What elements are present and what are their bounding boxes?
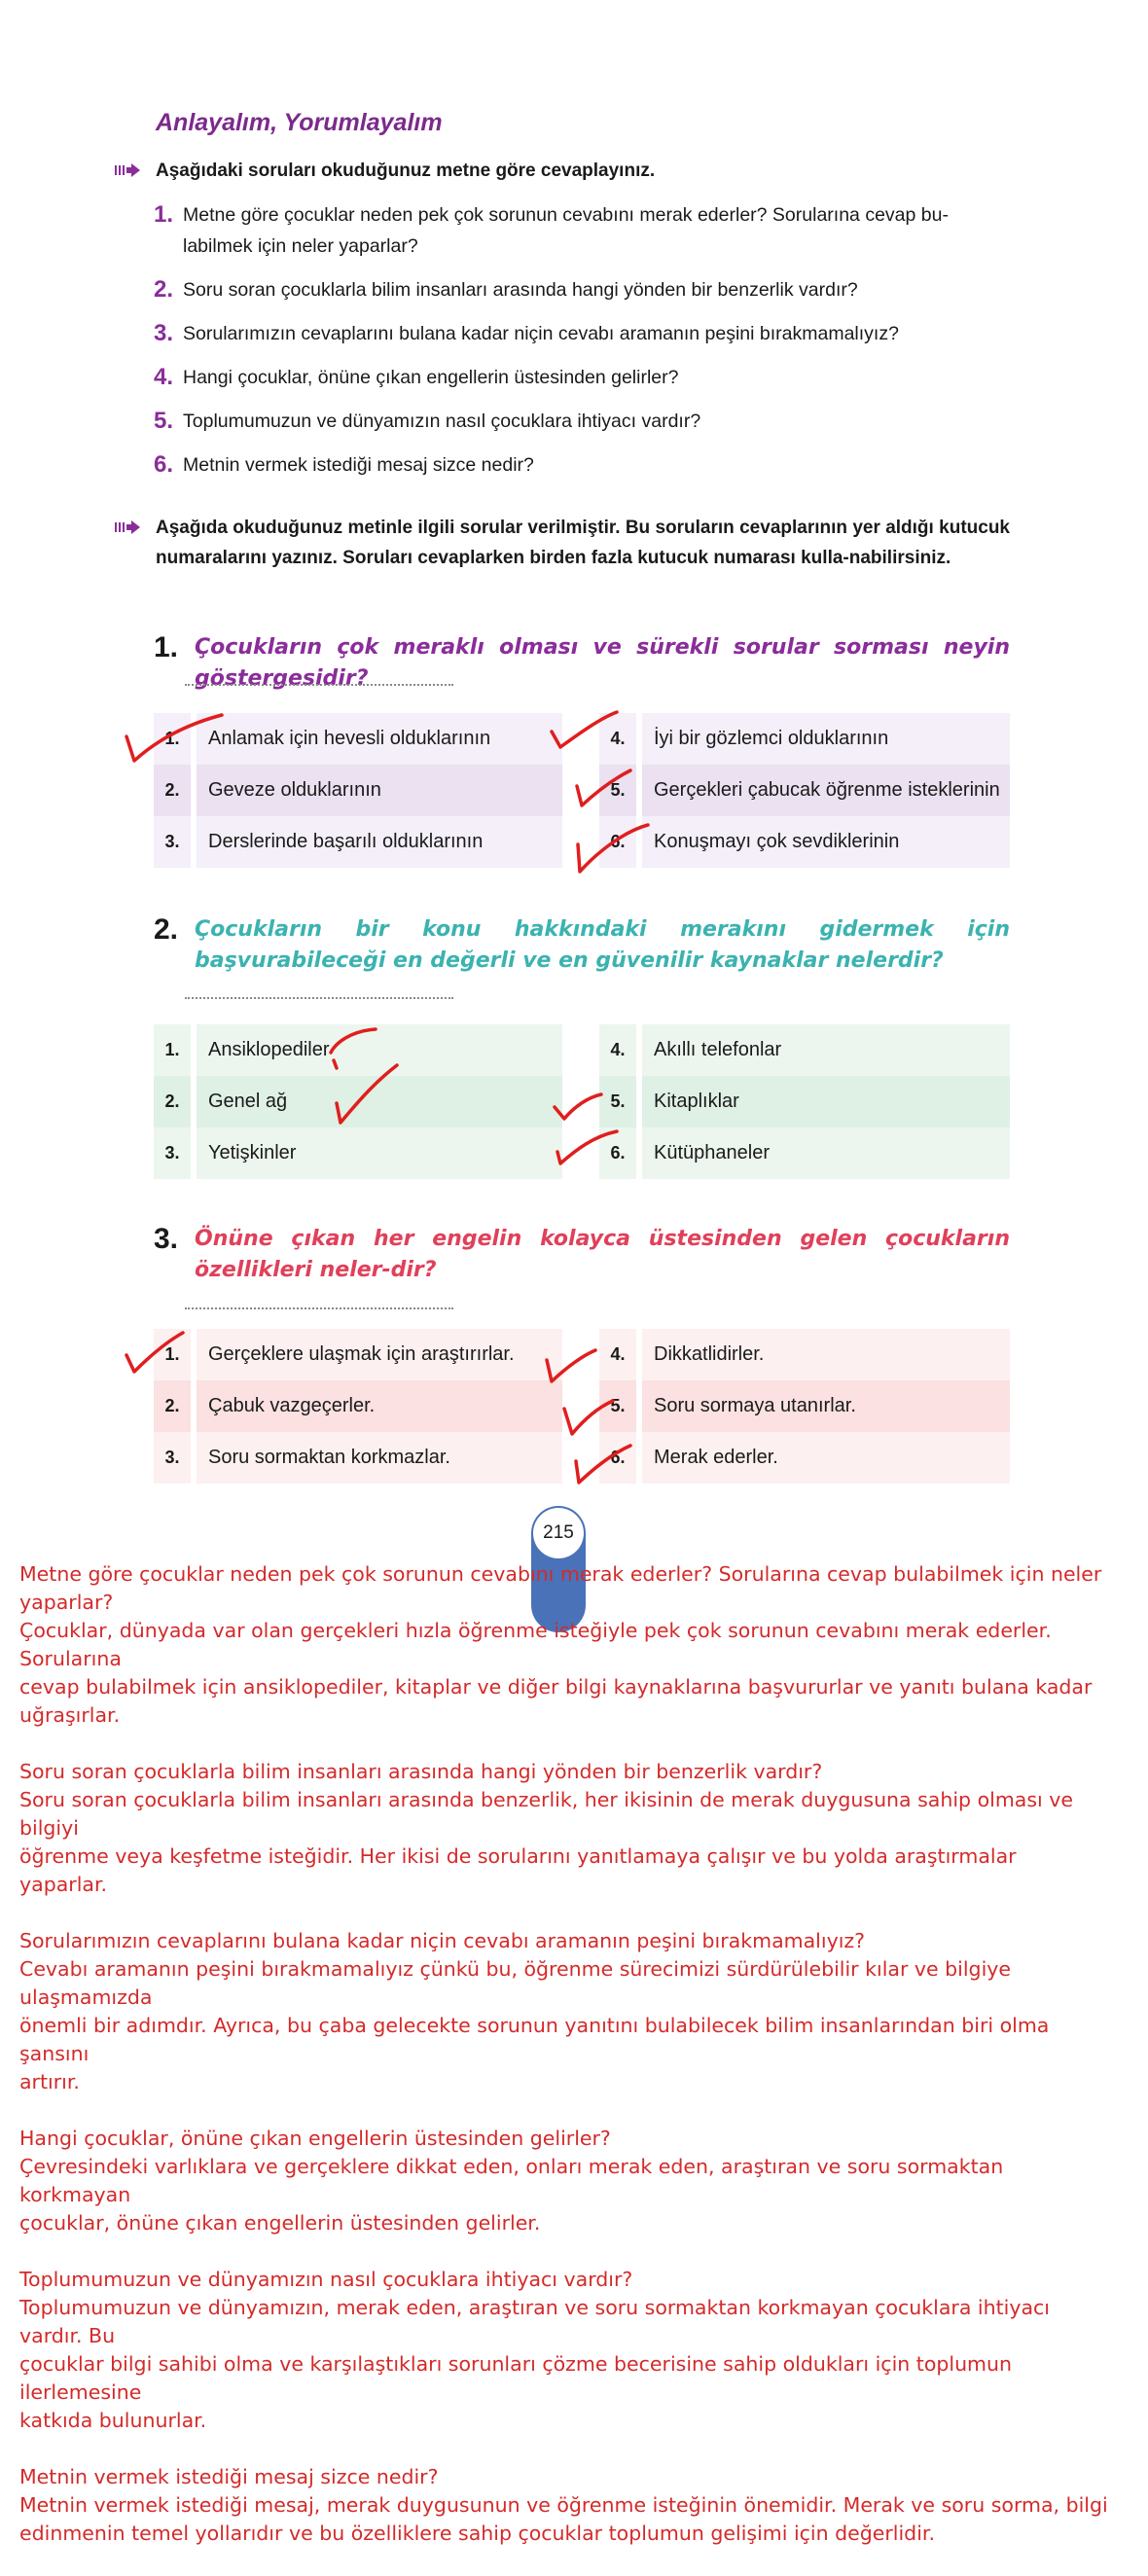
box-question-2 — [154, 914, 1010, 977]
answer-paragraph — [19, 1927, 1109, 2096]
answer-dotted-line — [185, 997, 453, 999]
box-question-number: 1. — [154, 631, 179, 663]
option-number: 6. — [599, 1127, 636, 1179]
option-number: 1. — [154, 1024, 191, 1076]
option-text: Kitaplıklar — [642, 1076, 1010, 1127]
question-number: 2. — [154, 276, 174, 303]
box-question-text: Çocukların bir konu hakkındaki merakını gidermek için başvurabileceği en değerli ve en güvenilir kaynaklar nelerdir? — [195, 917, 1010, 973]
option-number: 2. — [154, 1076, 191, 1127]
answer-line: uğraşırlar. — [19, 1703, 121, 1727]
answer-line: Hangi çocuklar, önüne çıkan engellerin üstesinden gelirler? — [19, 2127, 611, 2150]
option-text: Kütüphaneler — [642, 1127, 1010, 1179]
options-grid-1 — [154, 713, 1010, 868]
option-number: 6. — [599, 816, 636, 868]
option-box — [154, 713, 562, 765]
option-text: Akıllı telefonlar — [642, 1024, 1010, 1076]
option-text: Derslerinde başarılı olduklarının — [197, 816, 562, 868]
option-box — [154, 1329, 562, 1380]
option-number: 2. — [154, 765, 191, 816]
option-number: 4. — [599, 713, 636, 765]
answer-line: artırır. — [19, 2070, 80, 2093]
option-text: Soru sormaya utanırlar. — [642, 1380, 1010, 1432]
option-text: Yetişkinler — [197, 1127, 562, 1179]
option-box — [599, 1380, 1010, 1432]
arrow-icon — [115, 520, 140, 534]
answer-line: Sorularımızın cevaplarını bulana kadar niçin cevabı aramanın peşini bırakmamalıyız? — [19, 1929, 866, 1952]
option-box — [599, 713, 1010, 765]
question-number: 5. — [154, 408, 174, 434]
question-number: 4. — [154, 364, 174, 390]
options-grid-2 — [154, 1024, 1010, 1179]
option-box — [154, 1076, 562, 1127]
option-text: İyi bir gözlemci olduklarının — [642, 713, 1010, 765]
question-text: Toplumumuzun ve dünyamızın nasıl çocuklara ihtiyacı vardır? — [183, 411, 701, 432]
option-number: 3. — [154, 1432, 191, 1484]
box-question-text: Çocukların çok meraklı olması ve sürekli sorular sorması neyin göstergesidir? — [195, 635, 1010, 691]
option-box — [599, 765, 1010, 816]
answer-line: Toplumumuzun ve dünyamızın nasıl çocuklara ihtiyacı vardır? — [19, 2268, 633, 2291]
option-number: 5. — [599, 1076, 636, 1127]
options-grid-3 — [154, 1329, 1010, 1484]
answer-line: önemli bir adımdır. Ayrıca, bu çaba gelecekte sorunun yanıtını bulabilecek bilim insanlarından biri olma şansını — [19, 2014, 1050, 2065]
answer-line: Metne göre çocuklar neden pek çok sorunun cevabını merak ederler? Sorularına cevap bulabilmek için neler — [19, 1562, 1102, 1586]
answer-line: Metnin vermek istediği mesaj sizce nedir? — [19, 2465, 439, 2488]
option-box — [599, 816, 1010, 868]
answer-line: cevap bulabilmek için ansiklopediler, kitaplar ve diğer bilgi kaynaklarına başvururlar ve yanıtı bulana kadar — [19, 1675, 1093, 1699]
instruction-1-text: Aşağıdaki soruları okuduğunuz metne göre cevaplayınız. — [156, 161, 656, 181]
answer-line: Soru soran çocuklarla bilim insanları arasında hangi yönden bir benzerlik vardır? — [19, 1760, 823, 1783]
answer-line: çocuklar bilgi sahibi olma ve karşılaştıkları sorunları çözme becerisine sahip oldukları için toplumun ilerlemesine — [19, 2352, 1013, 2404]
option-box — [599, 1127, 1010, 1179]
option-box — [154, 1380, 562, 1432]
answer-paragraph — [19, 2125, 1109, 2237]
answer-dotted-line — [185, 684, 453, 686]
question-number: 6. — [154, 451, 174, 478]
option-box — [599, 1329, 1010, 1380]
answer-text-block — [19, 1560, 1109, 2576]
question-text: Sorularımızın cevaplarını bulana kadar niçin cevabı aramanın peşini bırakmamalıyız? — [183, 323, 899, 344]
option-box — [154, 1024, 562, 1076]
option-number: 4. — [599, 1329, 636, 1380]
answer-line: edinmenin temel yollarıdır ve bu özelliklere sahip çocuklar toplumun gelişimi için değerlidir. — [19, 2522, 935, 2545]
option-text: Geveze olduklarının — [197, 765, 562, 816]
box-question-number: 3. — [154, 1223, 179, 1255]
option-number: 1. — [154, 1329, 191, 1380]
option-box — [154, 1127, 562, 1179]
option-text: Genel ağ — [197, 1076, 562, 1127]
option-text: Çabuk vazgeçerler. — [197, 1380, 562, 1432]
option-text: Anlamak için hevesli olduklarının — [197, 713, 562, 765]
option-box — [154, 765, 562, 816]
question-number: 3. — [154, 320, 174, 346]
option-box — [599, 1432, 1010, 1484]
arrow-icon — [115, 163, 140, 177]
option-number: 3. — [154, 1127, 191, 1179]
answer-paragraph — [19, 2463, 1109, 2548]
option-number: 6. — [599, 1432, 636, 1484]
option-number: 5. — [599, 1380, 636, 1432]
answer-line: yaparlar? — [19, 1591, 114, 1614]
question-text: Hangi çocuklar, önüne çıkan engellerin üstesinden gelirler? — [183, 367, 679, 388]
option-box — [154, 1432, 562, 1484]
answer-line: katkıda bulunurlar. — [19, 2409, 207, 2432]
answer-line: Cevabı aramanın peşini bırakmamalıyız çünkü bu, öğrenme sürecimizi sürdürülebilir kılar ve bilgiye ulaşmamızda — [19, 1957, 1012, 2009]
question-text: Metnin vermek istediği mesaj sizce nedir? — [183, 454, 534, 476]
option-box — [599, 1076, 1010, 1127]
option-box — [599, 1024, 1010, 1076]
section-title: Anlayalım, Yorumlayalım — [156, 109, 443, 136]
instruction-2-text: Aşağıda okuduğunuz metinle ilgili sorular verilmiştir. Bu soruların cevaplarının yer aldığı kutucuk numaralarını yazınız. Soruları cevaplarken birden fazla kutucuk numarası kulla-nabilirsiniz. — [156, 518, 1010, 568]
answer-line: çocuklar, önüne çıkan engellerin üstesinden gelirler. — [19, 2211, 541, 2235]
box-question-number: 2. — [154, 913, 179, 946]
option-number: 4. — [599, 1024, 636, 1076]
option-number: 3. — [154, 816, 191, 868]
option-text: Soru sormaktan korkmazlar. — [197, 1432, 562, 1484]
option-text: Konuşmayı çok sevdiklerinin — [642, 816, 1010, 868]
option-text: Dikkatlidirler. — [642, 1329, 1010, 1380]
page-number: 215 — [533, 1508, 584, 1558]
answer-paragraph — [19, 2266, 1109, 2435]
option-number: 2. — [154, 1380, 191, 1432]
answer-line: Metnin vermek istediği mesaj, merak duygusunun ve öğrenme isteğinin önemidir. Merak ve soru sorma, bilgi — [19, 2493, 1108, 2517]
answer-line: Soru soran çocuklarla bilim insanları arasında benzerlik, her ikisinin de merak duygusuna sahip olması ve bilgiyi — [19, 1788, 1073, 1840]
answer-paragraph — [19, 1758, 1109, 1899]
box-question-text: Önüne çıkan her engelin kolayca üstesinden gelen çocukların özellikleri neler-dir? — [195, 1227, 1010, 1282]
answer-line: Çocuklar, dünyada var olan gerçekleri hızla öğrenme isteğiyle pek çok sorunun cevabını merak ederler. Sorularına — [19, 1619, 1052, 1670]
answer-line: Toplumumuzun ve dünyamızın, merak eden, araştıran ve soru sormaktan korkmayan çocuklara ihtiyacı vardır. Bu — [19, 2296, 1050, 2347]
option-text: Merak ederler. — [642, 1432, 1010, 1484]
option-number: 5. — [599, 765, 636, 816]
answer-line: Çevresindeki varlıklara ve gerçeklere dikkat eden, onları merak eden, araştıran ve soru sormaktan korkmayan — [19, 2155, 1004, 2206]
option-text: Gerçeklere ulaşmak için araştırırlar. — [197, 1329, 562, 1380]
answer-paragraph — [19, 1560, 1109, 1730]
question-text: Metne göre çocuklar neden pek çok sorunun cevabını merak ederler? Sorularına cevap bu-labilmek için neler yaparlar? — [183, 204, 949, 257]
answer-line: öğrenme veya keşfetme isteğidir. Her ikisi de sorularını yanıtlamaya çalışır ve bu yolda araştırmalar yaparlar. — [19, 1844, 1017, 1896]
question-text: Soru soran çocuklarla bilim insanları arasında hangi yönden bir benzerlik vardır? — [183, 279, 858, 301]
option-text: Gerçekleri çabucak öğrenme isteklerinin — [642, 765, 1010, 816]
instruction-2 — [115, 513, 1010, 606]
option-text: Ansiklopediler — [197, 1024, 562, 1076]
box-question-1 — [154, 631, 1010, 691]
instruction-1 — [115, 156, 1010, 187]
option-number: 1. — [154, 713, 191, 765]
box-question-3 — [154, 1224, 1010, 1286]
answer-dotted-line — [185, 1307, 453, 1309]
question-number: 1. — [154, 201, 174, 228]
option-box — [154, 816, 562, 868]
